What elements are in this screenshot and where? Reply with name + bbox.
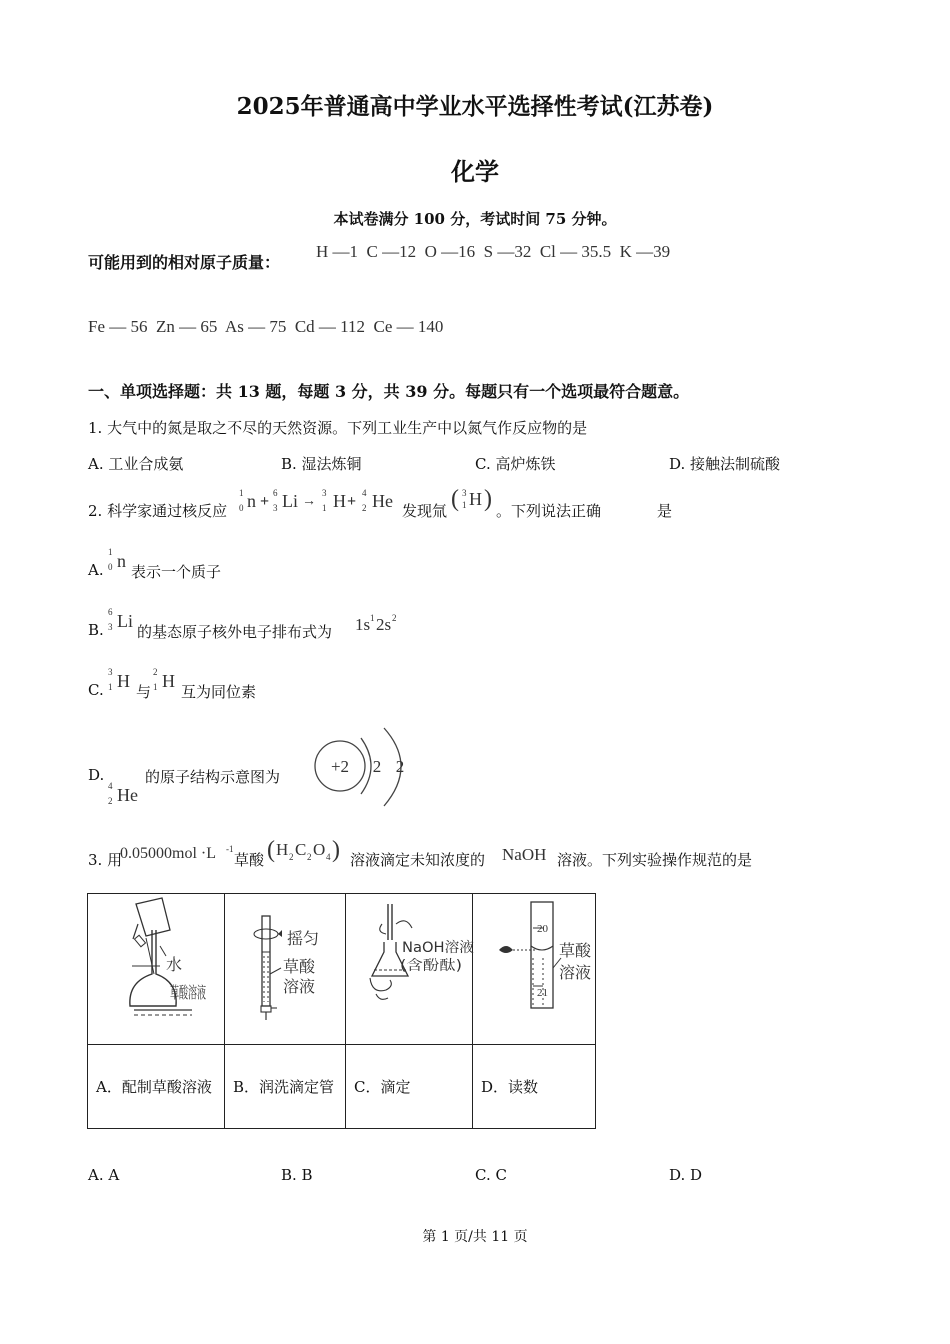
subject-title: 化学 — [451, 157, 499, 186]
burette-reading-diagram — [473, 894, 595, 1040]
svg-text:2s: 2s — [376, 615, 392, 634]
atomic-mass-line-1: H —1 C —12 O —16 S —32 Cl — 35.5 K —39 — [316, 242, 671, 261]
svg-text:n: n — [117, 551, 126, 571]
diagram-cell-d — [473, 894, 596, 1045]
question-1-stem: 1. 大气中的氮是取之不尽的天然资源。下列工业生产中以氮气作反应物的是 — [88, 419, 588, 437]
question-2-option-a-prefix: A. — [88, 561, 104, 579]
atomic-mass-line-2: Fe — 56 Zn — 65 As — 75 Cd — 112 Ce — 140 — [88, 317, 444, 336]
svg-text:→: → — [302, 494, 316, 509]
label-naoh-solution: NaOH溶液 — [402, 940, 471, 956]
tritium-symbol — [450, 484, 496, 514]
atomic-structure-diagram — [310, 724, 415, 810]
question-2-option-c-mid: 与 — [136, 683, 152, 701]
neutron-symbol — [105, 545, 131, 575]
svg-text:0: 0 — [108, 562, 113, 572]
atomic-mass-label: 可能用到的相对原子质量： — [88, 253, 281, 272]
svg-text:H: H — [162, 671, 175, 691]
label-oxalic-acid-d: 草酸 — [559, 941, 592, 960]
svg-text:3: 3 — [108, 667, 113, 677]
atom-nucleus-charge: +2 — [330, 757, 350, 776]
diagram-cell-a — [88, 894, 225, 1045]
svg-text:1s: 1s — [355, 615, 371, 634]
svg-text:1: 1 — [153, 682, 158, 692]
svg-text:H: H — [117, 671, 130, 691]
helium-symbol — [104, 778, 146, 808]
svg-text:3: 3 — [273, 503, 278, 513]
svg-text:He: He — [372, 491, 393, 511]
electron-configuration — [353, 610, 403, 636]
svg-text:He: He — [117, 785, 138, 805]
question-2-option-c-prefix: C. — [88, 681, 104, 699]
svg-text:(: ( — [267, 837, 275, 863]
question-2-stem-mid: 发现氚 — [402, 502, 448, 520]
svg-text:Li: Li — [117, 611, 133, 631]
label-oxalic-solution-b2: 溶液 — [283, 977, 316, 996]
lithium-symbol — [105, 605, 137, 635]
question-1-option-c: C. 高炉炼铁 — [475, 455, 556, 473]
burette-rinse-diagram — [225, 894, 345, 1040]
exam-title: 2025年普通高中学业水平选择性考试(江苏卷) — [236, 93, 714, 120]
svg-text:2: 2 — [362, 503, 367, 513]
svg-text:1: 1 — [108, 547, 113, 557]
cell-label-c: C．滴定 — [346, 1045, 473, 1129]
question-2-stem-suffix: 。下列说法正确 — [496, 502, 602, 520]
section-heading: 一、单项选择题：共 13 题，每题 3 分，共 39 分。每题只有一个选项最符合题意。 — [88, 382, 690, 401]
question-2-option-d-prefix: D. — [88, 766, 105, 784]
nuclear-reaction-equation — [236, 486, 402, 518]
concentration-exponent: -1 — [226, 844, 234, 854]
question-2-option-b-prefix: B. — [88, 621, 104, 639]
svg-text:2: 2 — [289, 852, 294, 862]
svg-text:): ) — [484, 486, 492, 512]
tick-20: 20 — [537, 923, 548, 935]
diagram-cell-c — [346, 894, 473, 1045]
svg-text:H: H — [276, 840, 289, 859]
titration-diagram — [346, 894, 472, 1040]
svg-text:2: 2 — [392, 613, 397, 623]
svg-text:1: 1 — [322, 503, 327, 513]
svg-text:6: 6 — [108, 607, 113, 617]
question-2-option-b-text: 的基态原子核外电子排布式为 — [137, 623, 333, 641]
question-2-stem-prefix: 2. 科学家通过核反应 — [88, 502, 228, 520]
question-3-answer-c: C. C — [475, 1166, 507, 1184]
diagram-cell-b — [225, 894, 346, 1045]
question-3-answer-d: D. D — [669, 1166, 703, 1184]
exam-info: 本试卷满分 100 分，考试时间 75 分钟。 — [333, 210, 617, 228]
label-oxalic-solution: 草酸溶液 — [170, 983, 206, 1002]
svg-text:2: 2 — [153, 667, 158, 677]
svg-text:6: 6 — [273, 488, 278, 498]
svg-text:1: 1 — [462, 500, 467, 510]
question-1-option-a: A. 工业合成氨 — [88, 455, 184, 473]
atom-shell-1-electrons: 2 — [372, 757, 382, 776]
tritium-isotope-symbol — [105, 665, 135, 695]
cell-label-a: A．配制草酸溶液 — [88, 1045, 225, 1129]
concentration-value: 0.05000mol ·L — [120, 845, 216, 862]
question-2-option-c-text: 互为同位素 — [181, 683, 257, 701]
label-water: 水 — [166, 955, 183, 974]
svg-text:H: H — [333, 491, 346, 511]
svg-text:O: O — [313, 840, 326, 859]
svg-text:n: n — [247, 491, 256, 511]
svg-text:(: ( — [451, 486, 459, 512]
label-solution-d: 溶液 — [559, 963, 592, 982]
atom-shell-2-electrons: 2 — [395, 757, 405, 776]
svg-text:+: + — [260, 493, 270, 510]
question-3-answer-b: B. B — [281, 1166, 313, 1184]
svg-text:3: 3 — [462, 488, 467, 498]
svg-text:2: 2 — [307, 852, 312, 862]
svg-text:Li: Li — [282, 491, 298, 511]
oxalic-acid-formula — [266, 834, 350, 866]
svg-text:3: 3 — [108, 622, 113, 632]
svg-text:H: H — [469, 489, 482, 509]
svg-text:C: C — [295, 840, 307, 859]
deuterium-symbol — [150, 665, 180, 695]
svg-text:4: 4 — [362, 488, 367, 498]
tick-21: 21 — [537, 987, 548, 999]
question-2-stem-end: 是 — [657, 502, 673, 520]
svg-text:4: 4 — [326, 852, 331, 862]
svg-text:): ) — [332, 837, 340, 863]
label-oxalic-solution-b1: 草酸 — [283, 957, 316, 976]
label-phenolphthalein: (含酚酞) — [400, 958, 453, 974]
svg-text:1: 1 — [370, 613, 375, 623]
label-shake: 摇匀 — [287, 929, 320, 948]
question-3-answer-a: A. A — [88, 1166, 120, 1184]
question-2-option-a-text: 表示一个质子 — [131, 563, 222, 581]
svg-text:1: 1 — [108, 682, 113, 692]
svg-text:4: 4 — [108, 781, 113, 791]
svg-text:+: + — [347, 493, 357, 510]
question-3-stem-prefix: 3. 用 — [88, 851, 123, 869]
question-3-stem-mid2: 溶液滴定未知浓度的 — [350, 851, 486, 869]
question-1-option-d: D. 接触法制硫酸 — [669, 455, 781, 473]
question-3-stem-mid: 草酸 — [234, 851, 265, 869]
svg-text:2: 2 — [108, 796, 113, 806]
question-2-option-d-text: 的原子结构示意图为 — [145, 768, 281, 786]
page-footer: 第 1 页/共 11 页 — [422, 1229, 528, 1245]
svg-text:1: 1 — [239, 488, 244, 498]
cell-label-b: B．润洗滴定管 — [225, 1045, 346, 1129]
question-3-stem-suffix: 溶液。下列实验操作规范的是 — [557, 851, 753, 869]
volumetric-flask-diagram — [88, 894, 224, 1040]
svg-text:0: 0 — [239, 503, 244, 513]
question-1-option-b: B. 湿法炼铜 — [281, 455, 362, 473]
experiment-table — [87, 893, 596, 1129]
cell-label-d: D．读数 — [473, 1045, 596, 1129]
naoh-formula: NaOH — [502, 845, 547, 864]
svg-text:3: 3 — [322, 488, 327, 498]
